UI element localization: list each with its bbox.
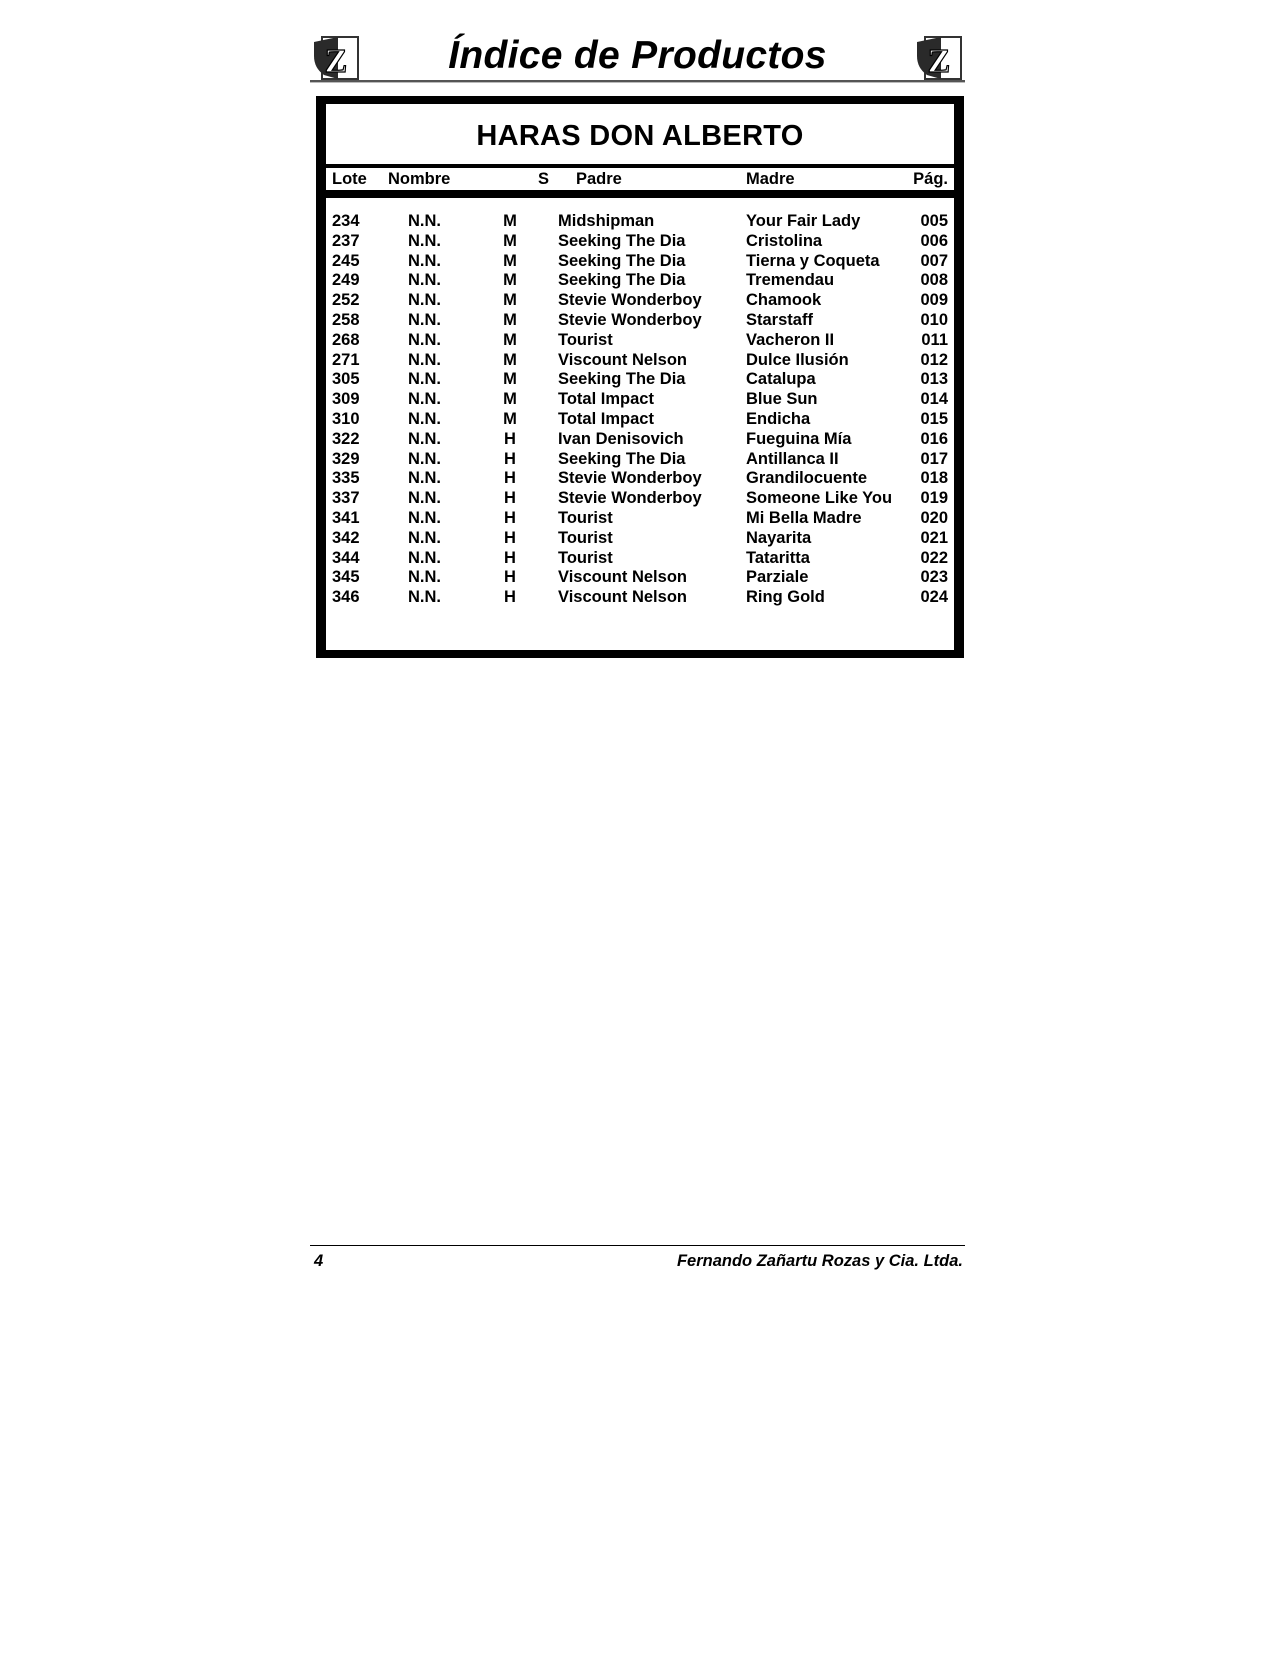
cell-nombre: N.N. xyxy=(408,390,441,409)
cell-nombre: N.N. xyxy=(408,271,441,290)
cell-padre: Viscount Nelson xyxy=(558,568,687,587)
cell-lote: 258 xyxy=(332,311,360,329)
cell-lote: 345 xyxy=(332,568,360,587)
cell-padre: Seeking The Dia xyxy=(558,231,686,250)
cell-pagina: 010 xyxy=(920,311,948,329)
cell-sexo: M xyxy=(503,231,517,250)
cell-sexo: H xyxy=(504,489,516,508)
page-title: Índice de Productos xyxy=(448,34,827,77)
table-row xyxy=(326,410,954,431)
table-row xyxy=(326,509,954,530)
column-header-madre: Madre xyxy=(746,170,795,188)
table-row xyxy=(326,252,954,273)
page-footer xyxy=(310,1245,965,1275)
cell-padre: Seeking The Dia xyxy=(558,251,686,270)
cell-nombre: N.N. xyxy=(408,588,441,607)
cell-padre: Tourist xyxy=(558,509,613,527)
table-row xyxy=(326,390,954,411)
table-row xyxy=(326,291,954,312)
cell-lote: 234 xyxy=(332,212,360,230)
cell-padre: Seeking The Dia xyxy=(558,449,686,468)
cell-padre: Stevie Wonderboy xyxy=(558,291,702,310)
cell-madre: Catalupa xyxy=(746,370,816,389)
table-row xyxy=(326,370,954,391)
table-body xyxy=(326,198,954,650)
cell-nombre: N.N. xyxy=(408,231,441,250)
cell-pagina: 016 xyxy=(920,429,948,448)
cell-nombre: N.N. xyxy=(408,410,441,428)
table-row xyxy=(326,549,954,570)
cell-padre: Stevie Wonderboy xyxy=(558,489,702,508)
cell-padre: Viscount Nelson xyxy=(558,350,687,369)
column-header-nombre: Nombre xyxy=(388,170,451,188)
table-row xyxy=(326,568,954,589)
cell-pagina: 023 xyxy=(920,568,948,587)
table-row xyxy=(326,311,954,332)
cell-lote: 268 xyxy=(332,330,360,349)
cell-padre: Viscount Nelson xyxy=(558,588,687,607)
cell-nombre: N.N. xyxy=(408,449,441,468)
cell-nombre: N.N. xyxy=(408,509,441,527)
cell-madre: Endicha xyxy=(746,410,811,428)
logo-letter: Z xyxy=(324,43,348,80)
cell-nombre: N.N. xyxy=(408,489,441,508)
table-row xyxy=(326,450,954,471)
table-row xyxy=(326,351,954,372)
table-row xyxy=(326,588,954,609)
cell-pagina: 012 xyxy=(920,350,948,369)
cell-pagina: 021 xyxy=(920,528,948,547)
cell-madre: Antillanca II xyxy=(746,449,839,468)
cell-nombre: N.N. xyxy=(408,350,441,369)
cell-lote: 252 xyxy=(332,291,360,310)
cell-lote: 249 xyxy=(332,271,360,290)
cell-madre: Cristolina xyxy=(746,231,823,250)
column-header-pagina: Pág. xyxy=(913,170,948,188)
cell-madre: Your Fair Lady xyxy=(746,212,861,230)
cell-pagina: 014 xyxy=(920,390,948,409)
column-header-padre: Padre xyxy=(576,170,622,188)
cell-lote: 329 xyxy=(332,449,360,468)
cell-lote: 271 xyxy=(332,350,360,369)
cell-pagina: 015 xyxy=(920,410,948,428)
cell-padre: Tourist xyxy=(558,528,613,547)
cell-madre: Grandilocuente xyxy=(746,469,868,488)
table-header xyxy=(326,168,954,190)
cell-nombre: N.N. xyxy=(408,291,441,310)
cell-sexo: H xyxy=(504,469,516,488)
cell-nombre: N.N. xyxy=(408,370,441,389)
table-row xyxy=(326,232,954,253)
cell-sexo: M xyxy=(503,390,517,409)
product-index-inner xyxy=(326,104,954,650)
cell-sexo: H xyxy=(504,528,516,547)
cell-padre: Seeking The Dia xyxy=(558,370,686,389)
cell-madre: Ring Gold xyxy=(746,588,825,607)
cell-madre: Vacheron II xyxy=(746,330,835,349)
column-header-sexo: S xyxy=(538,170,550,188)
company-logo-right-icon xyxy=(915,34,963,82)
cell-lote: 322 xyxy=(332,429,360,448)
cell-pagina: 024 xyxy=(920,588,948,607)
table-row xyxy=(326,331,954,352)
cell-sexo: M xyxy=(503,291,517,310)
cell-nombre: N.N. xyxy=(408,469,441,488)
cell-madre: Chamook xyxy=(746,291,822,310)
cell-nombre: N.N. xyxy=(408,251,441,270)
cell-pagina: 018 xyxy=(920,469,948,488)
header-divider xyxy=(310,80,965,83)
cell-nombre: N.N. xyxy=(408,528,441,547)
cell-sexo: M xyxy=(503,350,517,369)
cell-sexo: H xyxy=(504,548,516,567)
cell-padre: Ivan Denisovich xyxy=(558,429,684,448)
cell-pagina: 019 xyxy=(920,489,948,508)
cell-lote: 344 xyxy=(332,548,360,567)
cell-lote: 237 xyxy=(332,231,360,250)
cell-madre: Someone Like You xyxy=(746,489,893,508)
cell-madre: Nayarita xyxy=(746,528,812,547)
company-name: Fernando Zañartu Rozas y Cia. Ltda. xyxy=(676,1252,963,1270)
cell-sexo: M xyxy=(503,370,517,389)
cell-pagina: 005 xyxy=(920,212,948,230)
cell-sexo: M xyxy=(503,410,517,428)
farm-title-panel xyxy=(326,104,954,164)
cell-lote: 337 xyxy=(332,489,360,508)
cell-nombre: N.N. xyxy=(408,568,441,587)
cell-pagina: 020 xyxy=(920,509,948,527)
farm-name: HARAS DON ALBERTO xyxy=(476,120,804,152)
table-row xyxy=(326,430,954,451)
cell-sexo: M xyxy=(503,330,517,349)
cell-padre: Stevie Wonderboy xyxy=(558,311,702,329)
cell-madre: Parziale xyxy=(746,568,809,587)
cell-pagina: 011 xyxy=(921,330,948,349)
cell-sexo: H xyxy=(504,588,516,607)
cell-padre: Total Impact xyxy=(558,390,654,409)
cell-pagina: 017 xyxy=(920,449,948,468)
cell-padre: Midshipman xyxy=(558,212,655,230)
cell-madre: Fueguina Mía xyxy=(746,429,852,448)
logo-letter: Z xyxy=(927,43,951,80)
cell-padre: Tourist xyxy=(558,330,613,349)
cell-lote: 309 xyxy=(332,390,360,409)
cell-madre: Mi Bella Madre xyxy=(746,509,862,527)
table-row xyxy=(326,469,954,490)
cell-padre: Seeking The Dia xyxy=(558,271,686,290)
cell-sexo: H xyxy=(504,568,516,587)
cell-padre: Stevie Wonderboy xyxy=(558,469,702,488)
cell-padre: Total Impact xyxy=(558,410,654,428)
cell-sexo: H xyxy=(504,429,516,448)
footer-divider xyxy=(310,1245,965,1246)
company-logo-left-icon xyxy=(312,34,360,82)
cell-sexo: M xyxy=(503,311,517,329)
cell-lote: 342 xyxy=(332,528,360,547)
cell-sexo: H xyxy=(504,449,516,468)
cell-madre: Starstaff xyxy=(746,311,813,329)
cell-sexo: M xyxy=(503,271,517,290)
cell-lote: 305 xyxy=(332,370,360,389)
cell-madre: Blue Sun xyxy=(746,390,818,409)
cell-pagina: 006 xyxy=(920,231,948,250)
cell-sexo: M xyxy=(503,251,517,270)
column-header-lote: Lote xyxy=(332,170,367,188)
table-row xyxy=(326,489,954,510)
cell-nombre: N.N. xyxy=(408,311,441,329)
table-row xyxy=(326,212,954,233)
cell-pagina: 022 xyxy=(920,548,948,567)
cell-lote: 245 xyxy=(332,251,360,270)
cell-madre: Tierna y Coqueta xyxy=(746,251,880,270)
cell-nombre: N.N. xyxy=(408,330,441,349)
cell-nombre: N.N. xyxy=(408,212,441,230)
cell-madre: Tataritta xyxy=(746,548,810,567)
cell-lote: 310 xyxy=(332,410,360,428)
cell-lote: 341 xyxy=(332,509,360,527)
cell-sexo: M xyxy=(503,212,517,230)
cell-pagina: 013 xyxy=(920,370,948,389)
cell-pagina: 009 xyxy=(920,291,948,310)
cell-sexo: H xyxy=(504,509,516,527)
cell-pagina: 007 xyxy=(920,251,948,270)
cell-lote: 335 xyxy=(332,469,360,488)
table-row xyxy=(326,271,954,292)
cell-lote: 346 xyxy=(332,588,360,607)
cell-madre: Dulce Ilusión xyxy=(746,350,849,369)
page-header xyxy=(310,30,965,86)
cell-padre: Tourist xyxy=(558,548,613,567)
cell-nombre: N.N. xyxy=(408,429,441,448)
cell-madre: Tremendau xyxy=(746,271,835,290)
cell-nombre: N.N. xyxy=(408,548,441,567)
product-index-box xyxy=(316,96,964,658)
table-row xyxy=(326,529,954,550)
cell-pagina: 008 xyxy=(920,271,948,290)
page-number: 4 xyxy=(314,1252,324,1270)
